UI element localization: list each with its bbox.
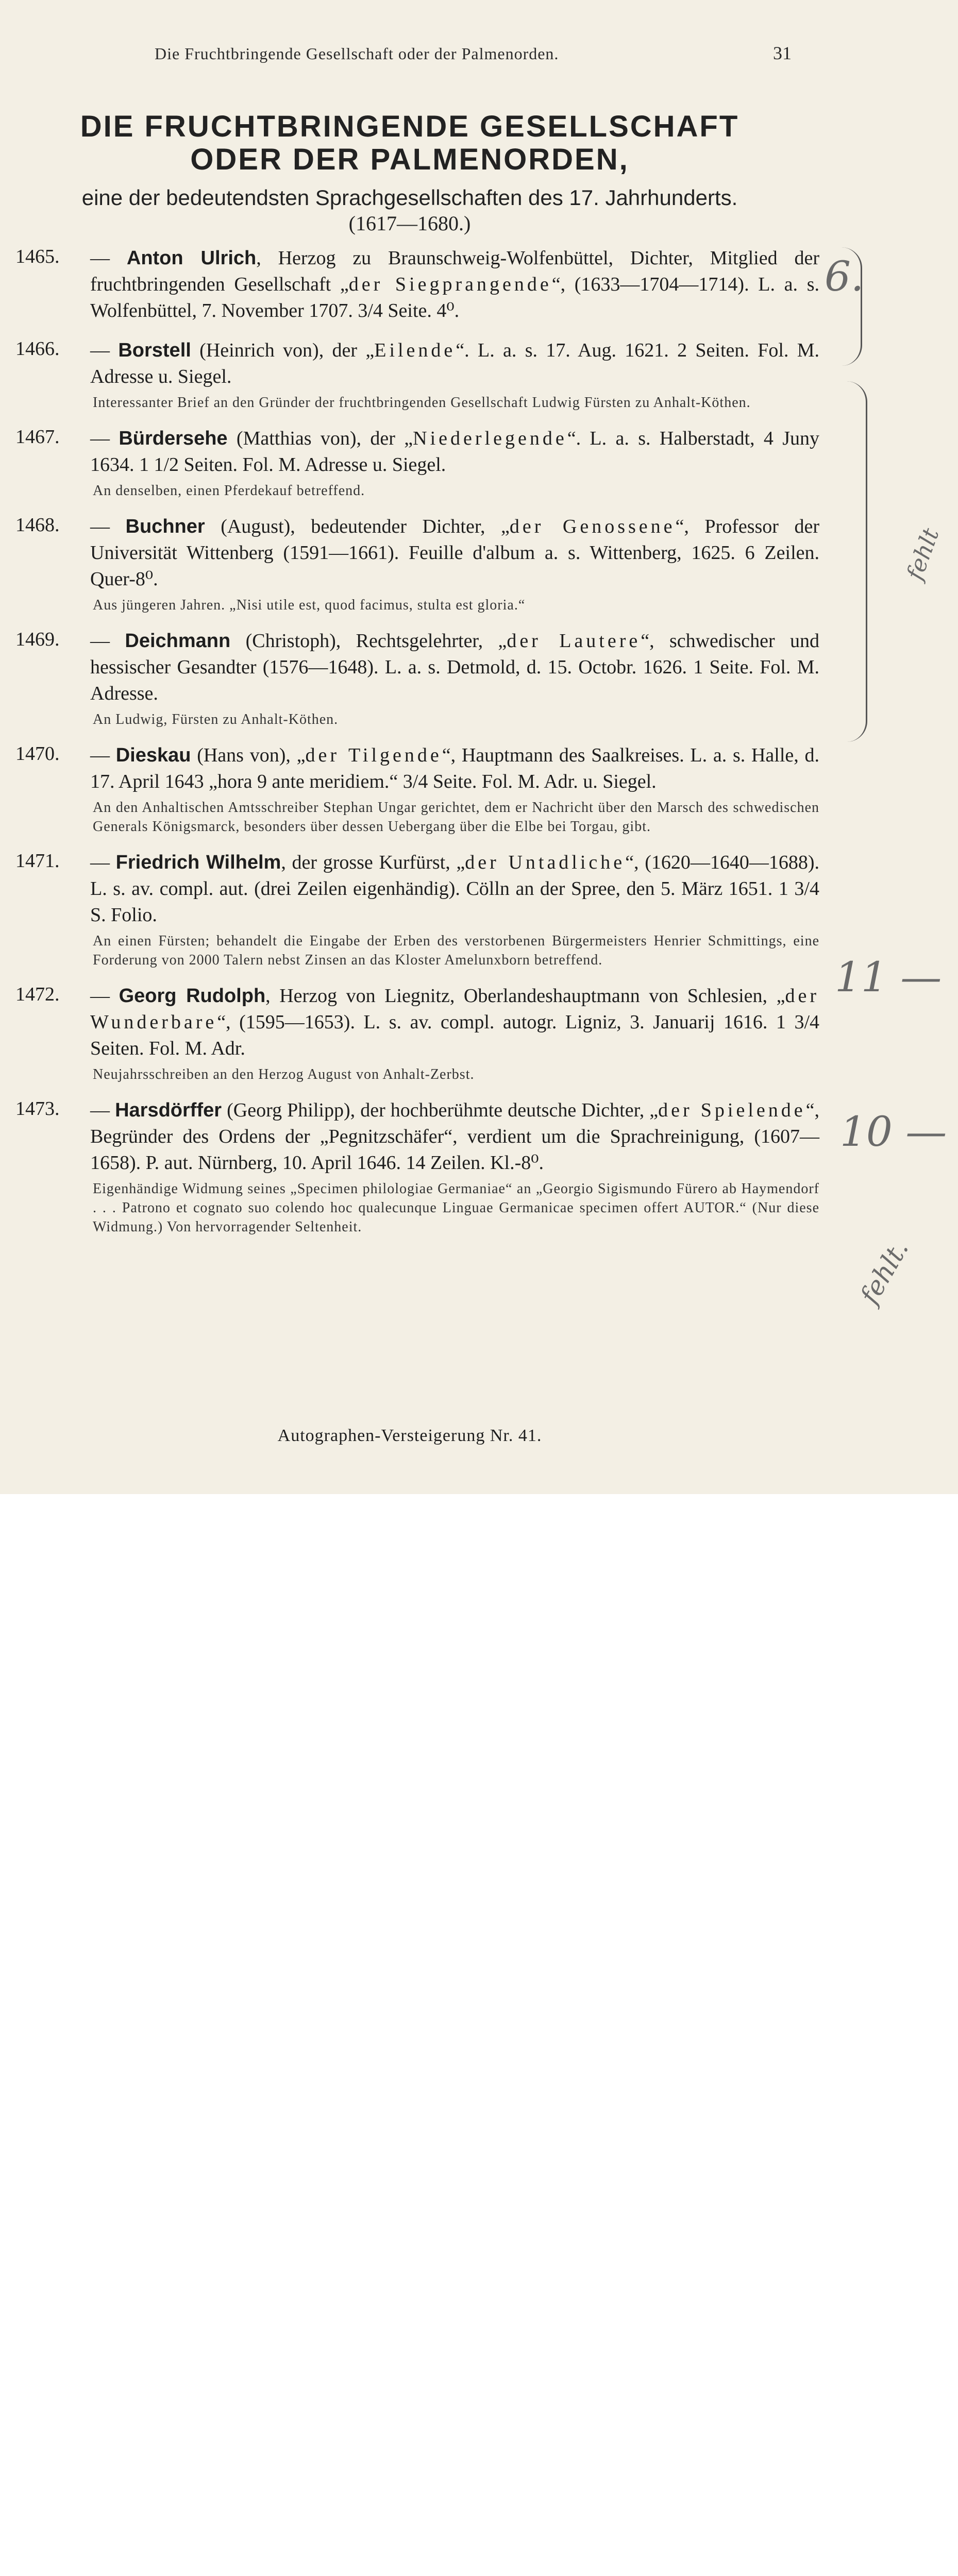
catalog-entry — [15, 426, 819, 500]
entry-name: Bürdersehe — [119, 428, 228, 449]
entry-text: — Dieskau (Hans von), „der Tilgende“, Hauptmann des Saalkreises. L. a. s. Halle, d. 17. April 1643 „hora 9 ante meridiem.“ 3/4 Seite. Fol. M. Adr. u. Siegel. — [90, 744, 819, 792]
catalog-entry — [15, 628, 819, 729]
entry-text: — Georg Rudolph, Herzog von Liegnitz, Oberlandeshauptmann von Schlesien, „der Wunderbare“, (1595—1653). L. s. av. compl. autogr. Ligniz, 3. Januarij 1616. 1 3/4 Seiten. Fol. M. Adr. — [90, 985, 820, 1059]
catalog-entry — [15, 337, 819, 412]
running-head: Die Fruchtbringende Gesellschaft oder der Palmenorden. — [155, 44, 559, 63]
pencil-annotation: fehlt. — [854, 1235, 915, 1309]
entry-note: Neujahrsschreiben an den Herzog August von Anhalt-Zerbst. — [93, 1066, 475, 1082]
entry-text: — Buchner (August), bedeutender Dichter, „der Genossene“, Professor der Universität Wittenberg (1591—1661). Feuille d'album a. s. Wittenberg, 1625. 6 Zeilen. Quer-8⁰. — [90, 516, 819, 590]
entry-number: 1468. — [15, 514, 60, 536]
section-title-line1: DIE FRUCHTBRINGENDE GESELLSCHAFT — [80, 110, 739, 143]
catalog-entry — [15, 245, 819, 324]
entry-text: — Friedrich Wilhelm, der grosse Kurfürst, „der Untadliche“, (1620—1640—1688). L. s. av. compl. aut. (drei Zeilen eigenhändig). Cölln an der Spree, den 5. März 1651. 1 3/4 S. Folio. — [90, 852, 819, 926]
entry-society-name: Eilende — [374, 340, 456, 361]
entry-society-name: der Untadliche — [465, 852, 626, 873]
entry-society-name: der Lautere — [507, 630, 641, 652]
entry-text-pre: (Christoph), Rechtsgelehrter, „ — [230, 630, 507, 652]
entry-name: Buchner — [125, 516, 205, 537]
auction-footer: Autographen-Versteigerung Nr. 41. — [277, 1426, 542, 1445]
page-number: 31 — [773, 43, 792, 63]
entry-text-post: “, Hauptmann des Saalkreises. L. a. s. Halle, d. 17. April 1643 „hora 9 ante meridiem.“ 3/4 Seite. Fol. M. Adr. u. Siegel. — [90, 744, 819, 792]
pencil-annotation: 11 — — [835, 953, 942, 1001]
catalog-entry — [15, 514, 819, 615]
entry-text-pre: (Georg Philipp), der hochberühmte deutsche Dichter, „ — [222, 1099, 659, 1121]
entry-text: — Borstell (Heinrich von), der „Eilende“. L. a. s. 17. Aug. 1621. 2 Seiten. Fol. M. Adresse u. Siegel. — [90, 340, 820, 387]
entry-note: Eigenhändige Widmung seines „Specimen philologiae Germaniae“ an „Georgio Sigismundo Fürero ab Haymendorf . . . Patrono et cognato suo colendo hoc qualecunque Linguae Germanicae specimen offert AUTOR.“ (Nur diese Widmung.) Von hervorragender Seltenheit. — [93, 1181, 819, 1235]
entry-name: Borstell — [118, 340, 191, 361]
entry-society-name: der Wunderbare — [90, 985, 820, 1033]
section-subtitle: eine der bedeutendsten Sprachgesellschaften des 17. Jahrhunderts. — [81, 185, 738, 210]
entry-number: 1466. — [15, 338, 60, 360]
entry-society-name: der Genossene — [509, 516, 676, 537]
entry-society-name: Niederlegende — [413, 428, 567, 449]
entry-name: Georg Rudolph — [119, 985, 266, 1007]
entry-text-post: “, (1633—1704—1714). L. a. s. Wolfenbüttel, 7. November 1707. 3/4 Seite. 4⁰. — [90, 274, 819, 321]
catalog-entry — [15, 983, 819, 1084]
entry-name: Anton Ulrich — [126, 247, 257, 269]
entry-note: Aus jüngeren Jahren. „Nisi utile est, quod facimus, stulta est gloria.“ — [93, 597, 526, 613]
entry-text: — Deichmann (Christoph), Rechtsgelehrter, „der Lautere“, schwedischer und hessischer Gesandter (1576—1648). L. a. s. Detmold, d. 15. Octobr. 1626. 1 Seite. Fol. M. Adresse. — [90, 630, 820, 704]
catalog-entry — [15, 1097, 819, 1236]
catalog-entry — [15, 742, 819, 836]
entry-text-post: “, Begründer des Ordens der „Pegnitzschäfer“, verdient um die Sprachreinigung, (1607—1658). P. aut. Nürnberg, 10. April 1646. 14 Zeilen. Kl.-8⁰. — [90, 1099, 820, 1174]
entry-text-pre: (Hans von), „ — [191, 744, 306, 766]
entry-society-name: der Siegprangende — [348, 274, 552, 295]
catalog-entry — [15, 850, 819, 970]
entry-text-pre: (August), bedeutender Dichter, „ — [205, 516, 510, 537]
section-title-line2: ODER DER PALMENORDEN, — [190, 143, 629, 176]
entry-text-post: “. L. a. s. 17. Aug. 1621. 2 Seiten. Fol. M. Adresse u. Siegel. — [90, 340, 820, 387]
pencil-bracket — [845, 381, 867, 742]
entry-text: — Anton Ulrich, Herzog zu Braunschweig-Wolfenbüttel, Dichter, Mitglied der fruchtbringenden Gesellschaft „der Siegprangende“, (1633—1704—1714). L. a. s. Wolfenbüttel, 7. November 1707. 3/4 Seite. 4⁰. — [90, 247, 819, 321]
entry-note: An den Anhaltischen Amtsschreiber Stephan Ungar gerichtet, dem er Nachricht über den Marsch des schwedischen Generals Königsmarck, besonders über dessen Uebergang über die Elbe bei Torgau, gibt. — [93, 800, 819, 835]
entry-society-name: der Tilgende — [305, 744, 442, 766]
pencil-annotation: 6. — [825, 252, 864, 300]
entry-text-post: “. L. a. s. Halberstadt, 4 Juny 1634. 1 1/2 Seiten. Fol. M. Adresse u. Siegel. — [90, 428, 819, 476]
pencil-annotation: fehlt — [901, 524, 945, 584]
entry-text: — Harsdörffer (Georg Philipp), der hochberühmte deutsche Dichter, „der Spielende“, Begründer des Ordens der „Pegnitzschäfer“, verdient um die Sprachreinigung, (1607—1658). P. aut. Nürnberg, 10. April 1646. 14 Zeilen. Kl.-8⁰. — [90, 1099, 820, 1174]
entry-text-pre: , Herzog zu Braunschweig-Wolfenbüttel, Dichter, Mitglied der fruchtbringenden Gesellschaft „ — [90, 247, 819, 295]
entry-name: Deichmann — [125, 630, 231, 652]
entry-note: An einen Fürsten; behandelt die Eingabe der Erben des verstorbenen Bürgermeisters Henrier Schmittings, eine Forderung von 2000 Talern nebst Zinsen an das Kloster Amelunxborn betreffend. — [93, 933, 819, 968]
entry-text-post: “, (1620—1640—1688). L. s. av. compl. aut. (drei Zeilen eigenhändig). Cölln an der Spree, den 5. März 1651. 1 3/4 S. Folio. — [90, 852, 819, 926]
entry-number: 1473. — [15, 1098, 60, 1120]
entry-name: Friedrich Wilhelm — [115, 852, 281, 873]
entry-text-pre: (Heinrich von), der „ — [191, 340, 375, 361]
entry-number: 1465. — [15, 246, 60, 267]
entry-number: 1467. — [15, 426, 60, 448]
catalog-entries — [15, 245, 819, 1250]
entry-note: An Ludwig, Fürsten zu Anhalt-Köthen. — [93, 711, 339, 727]
entry-number: 1471. — [15, 850, 60, 872]
section-dates: (1617—1680.) — [348, 212, 471, 235]
entry-text-pre: (Matthias von), der „ — [227, 428, 413, 449]
entry-note: An denselben, einen Pferdekauf betreffend. — [93, 483, 365, 499]
entry-text-pre: , der grosse Kurfürst, „ — [281, 852, 465, 873]
entry-number: 1470. — [15, 743, 60, 765]
entry-number: 1472. — [15, 984, 60, 1005]
pencil-annotation: 10 — — [840, 1108, 947, 1156]
entry-text-post: “, schwedischer und hessischer Gesandter (1576—1648). L. a. s. Detmold, d. 15. Octobr. 1626. 1 Seite. Fol. M. Adresse. — [90, 630, 820, 704]
entry-text-post: “, Professor der Universität Wittenberg (1591—1661). Feuille d'album a. s. Wittenberg, 1625. 6 Zeilen. Quer-8⁰. — [90, 516, 819, 590]
entry-text: — Bürdersehe (Matthias von), der „Niederlegende“. L. a. s. Halberstadt, 4 Juny 1634. 1 1/2 Seiten. Fol. M. Adresse u. Siegel. — [90, 428, 819, 476]
entry-society-name: der Spielende — [658, 1099, 806, 1121]
entry-text-post: “, (1595—1653). L. s. av. compl. autogr. Ligniz, 3. Januarij 1616. 1 3/4 Seiten. Fol. M. Adr. — [90, 1011, 819, 1059]
entry-note: Interessanter Brief an den Gründer der fruchtbringenden Gesellschaft Ludwig Fürsten zu Anhalt-Köthen. — [93, 395, 751, 411]
entry-number: 1469. — [15, 629, 60, 650]
entry-name: Harsdörffer — [115, 1099, 222, 1121]
digitization-footer — [0, 1494, 958, 1558]
entry-name: Dieskau — [115, 744, 191, 766]
entry-text-pre: , Herzog von Liegnitz, Oberlandeshauptmann von Schlesien, „ — [265, 985, 785, 1007]
